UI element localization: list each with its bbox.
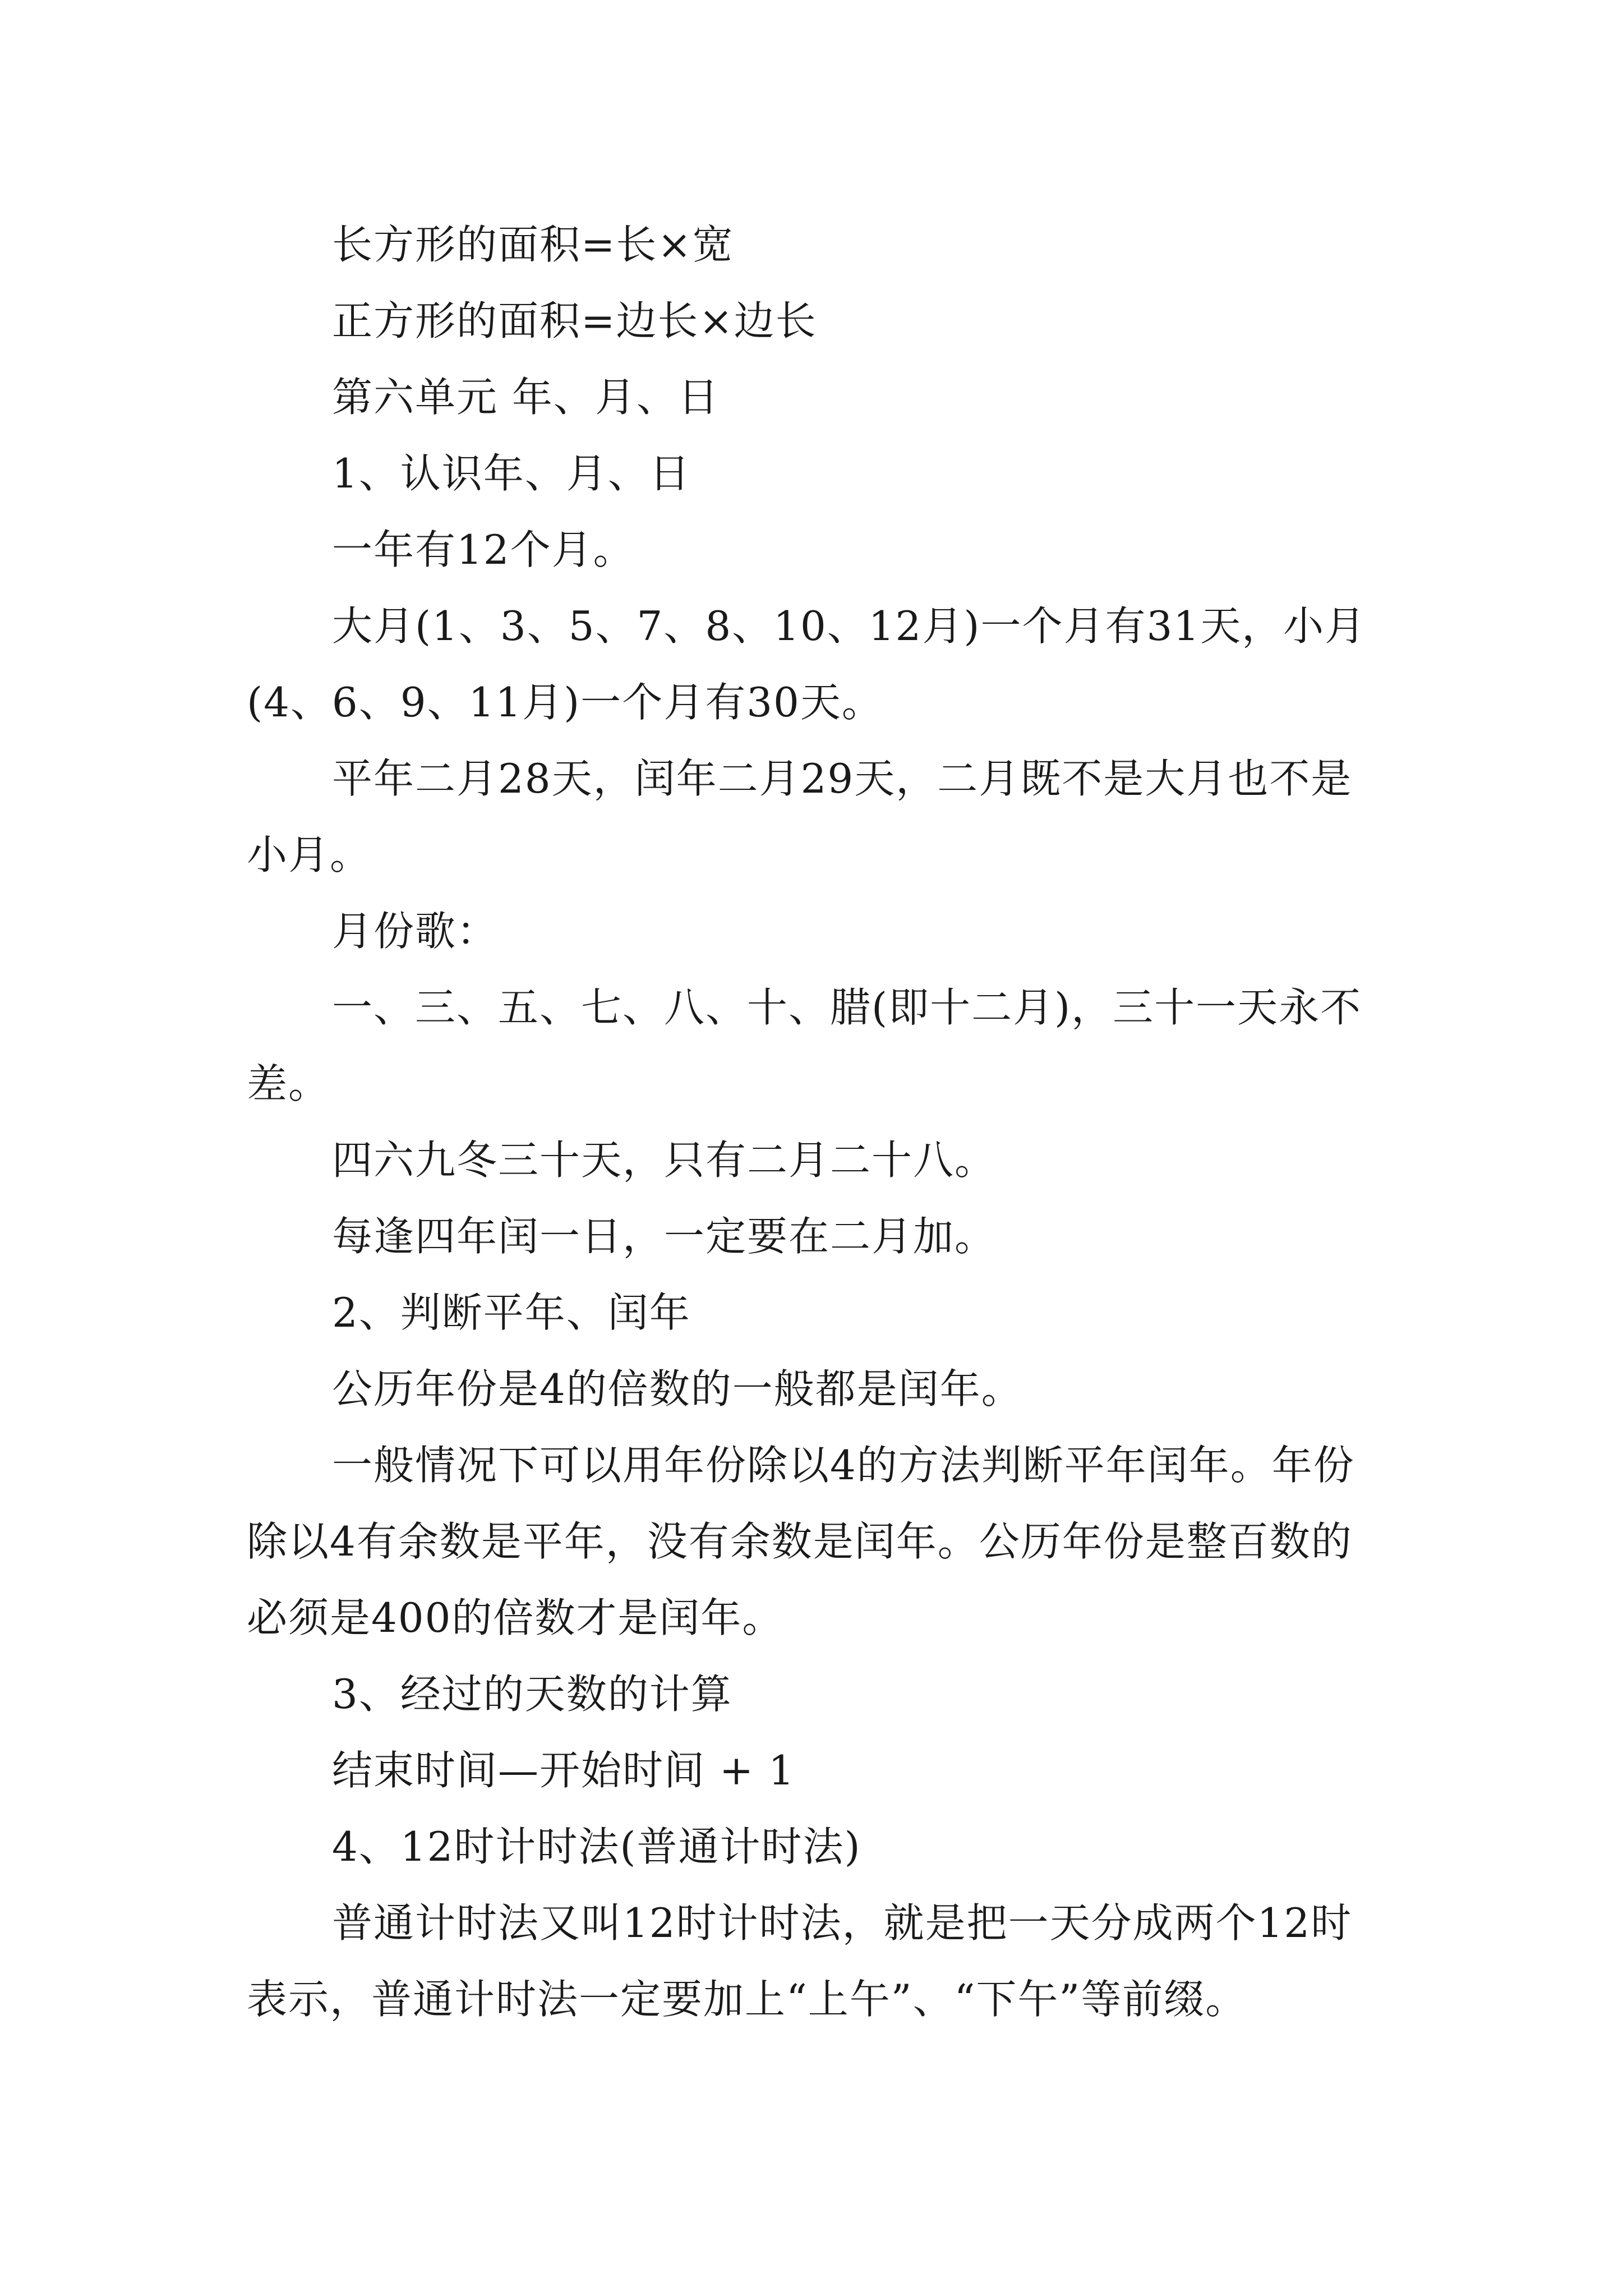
document-body	[247, 206, 1391, 2037]
paragraph-12-hour-system: 普通计时法又叫12时计时法，就是把一天分成两个12时表示，普通计时法一定要加上“上午”、“下午”等前缀。	[247, 1899, 1353, 2023]
paragraph-rectangle-area: 长方形的面积=长×宽	[332, 221, 734, 268]
paragraph-month-song-line-3: 每逢四年闰一日，一定要在二月加。	[332, 1213, 997, 1260]
paragraph-month-song-line-2: 四六九冬三十天，只有二月二十八。	[332, 1137, 997, 1184]
paragraph-big-small-months: 大月(1、3、5、7、8、10、12月)一个月有31天，小月(4、6、9、11月)一个月有30天。	[247, 602, 1367, 726]
paragraph-leap-year-method: 一般情况下可以用年份除以4的方法判断平年闰年。年份除以4有余数是平年，没有余数是闰年。公历年份是整百数的必须是400的倍数才是闰年。	[247, 1442, 1355, 1641]
paragraph-february: 平年二月28天，闰年二月29天，二月既不是大月也不是小月。	[247, 755, 1353, 878]
unit-heading: 第六单元 年、月、日	[332, 374, 720, 421]
section-heading-3: 3、经过的天数的计算	[332, 1671, 732, 1718]
section-heading-1: 1、认识年、月、日	[332, 450, 691, 497]
paragraph-month-song-line-1: 一、三、五、七、八、十、腊(即十二月)，三十一天永不差。	[247, 984, 1362, 1107]
paragraph-month-song-title: 月份歌：	[332, 908, 499, 955]
paragraph-leap-year-rule: 公历年份是4的倍数的一般都是闰年。	[332, 1365, 1023, 1412]
paragraph-days-formula: 结束时间—开始时间 + 1	[332, 1747, 795, 1794]
section-heading-4: 4、12时计时法(普通计时法)	[332, 1823, 861, 1870]
section-heading-2: 2、判断平年、闰年	[332, 1289, 691, 1336]
paragraph-square-area: 正方形的面积=边长×边长	[332, 297, 817, 344]
paragraph-months-per-year: 一年有12个月。	[332, 526, 635, 573]
